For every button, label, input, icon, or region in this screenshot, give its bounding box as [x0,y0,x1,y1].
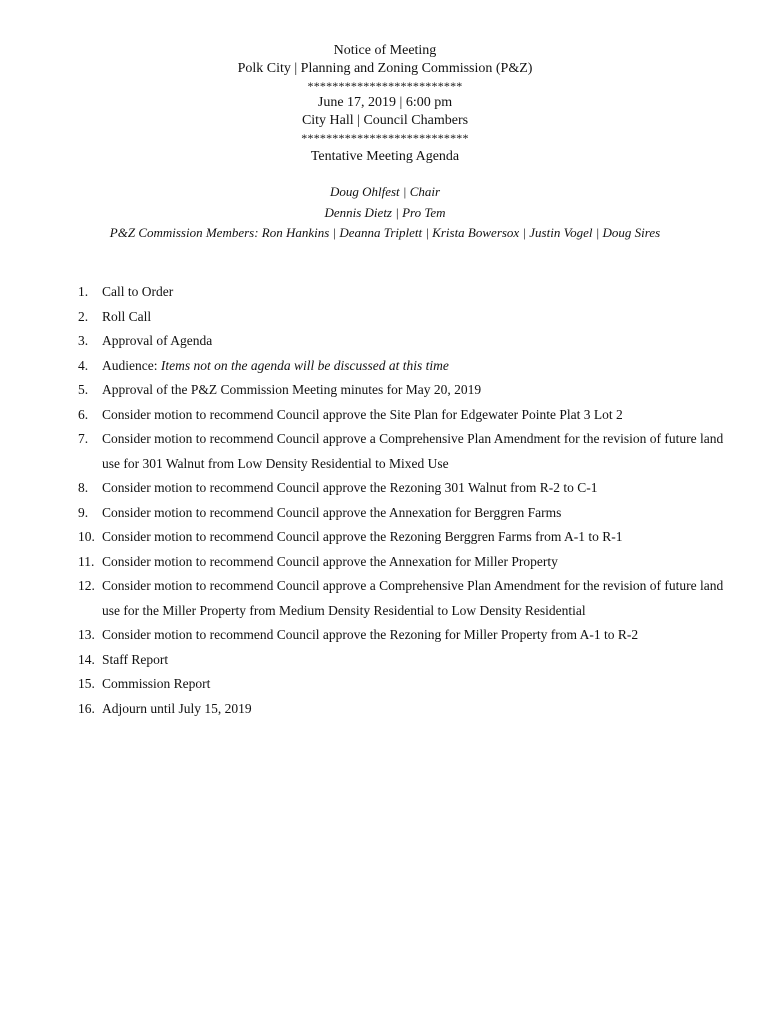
agenda-list [78,280,738,721]
agenda-item-label: Consider motion to recommend Council approve the Annexation for Miller Property [102,553,558,569]
agenda-item-text [102,378,738,403]
agenda-item-label: Call to Order [102,284,174,299]
agenda-item [78,525,738,550]
agenda-item [78,378,738,403]
agenda-item [78,280,738,305]
agenda-item-text [102,623,738,648]
agenda-item [78,672,738,697]
agenda-item-text [102,354,738,379]
agenda-item-text [102,525,738,550]
agenda-item-text [102,403,738,428]
agenda-item [78,329,738,354]
agenda-item-number: 16. [78,700,95,716]
agenda-item-label: Consider motion to recommend Council approve a Comprehensive Plan Amendment for the revision of future land use for 301 Walnut from Low Density Residential to Mixed Use [102,431,724,471]
agenda-item-label: Consider motion to recommend Council approve a Comprehensive Plan Amendment for the revision of future land use for the Miller Property from Medium Density Residential to Low Density Residential [102,578,724,618]
meeting-date-time: June 17, 2019 | 6:00 pm [317,95,453,110]
agenda-item-number: 8. [78,480,89,495]
agenda-item-number: 2. [78,308,89,324]
agenda-item-number: 10. [78,529,95,544]
agenda-item [78,648,738,673]
agenda-item-number: 11. [78,553,95,569]
agenda-item [78,623,738,648]
agenda-title: Tentative Meeting Agenda [310,149,460,164]
agenda-item-label: Approval of Agenda [102,333,213,348]
agenda-item [78,697,738,722]
agenda-item [78,403,738,428]
agenda-item [78,427,738,476]
agenda-item-text [102,697,738,722]
agenda-item-label: Staff Report [102,651,169,667]
agenda-item-label: Consider motion to recommend Council approve the Rezoning for Miller Property from A-1 to R-2 [102,627,639,642]
agenda-item-label: Consider motion to recommend Council approve the Rezoning 301 Walnut from R-2 to C-1 [102,480,598,495]
agenda-item-number: 1. [78,284,89,299]
meeting-location: City Hall | Council Chambers [301,113,469,128]
meeting-header [0,42,770,166]
agenda-item-text [102,672,738,697]
agenda-item-label: Audience: [102,357,161,373]
agenda-item [78,476,738,501]
agenda-item [78,305,738,330]
agenda-item-number: 5. [78,382,89,397]
agenda-item-text [102,329,738,354]
agenda-item-number: 3. [78,333,89,348]
agenda-item [78,574,738,623]
agenda-item [78,354,738,379]
agenda-item-text [102,574,738,623]
agenda-item-number: 13. [78,627,95,642]
commission-name: Polk City | Planning and Zoning Commission (P&Z) [237,61,533,76]
agenda-item [78,501,738,526]
agenda-item-text [102,648,738,673]
agenda-item-label: Consider motion to recommend Council approve the Site Plan for Edgewater Pointe Plat 3 Lot 2 [102,406,623,422]
separator-stars: *************************** [301,131,469,145]
agenda-item-number: 4. [78,357,89,373]
agenda-item-label: Commission Report [102,676,211,691]
agenda-item-number: 9. [78,504,89,520]
separator-stars: ************************* [307,79,463,93]
agenda-item-text [102,427,738,476]
officers-block [0,182,770,244]
agenda-item-text [102,280,738,305]
agenda-item-label: Adjourn until July 15, 2019 [102,700,252,716]
agenda-item-number: 15. [78,676,95,691]
pro-tem-line: Dennis Dietz | Pro Tem [324,204,446,220]
agenda-item-label: Consider motion to recommend Council approve the Annexation for Berggren Farms [102,504,562,520]
agenda-item-text [102,501,738,526]
chair-line: Doug Ohlfest | Chair [329,184,441,199]
agenda-item-number: 7. [78,431,89,446]
agenda-item-note: Items not on the agenda will be discussed at this time [160,357,449,373]
agenda-item-number: 12. [78,578,95,593]
agenda-item-label: Approval of the P&Z Commission Meeting minutes for May 20, 2019 [102,382,482,397]
agenda-item-label: Roll Call [102,308,152,324]
agenda-item-text [102,305,738,330]
agenda-item-number: 14. [78,651,95,667]
agenda-item-text [102,550,738,575]
agenda-item-text [102,476,738,501]
members-line: P&Z Commission Members: Ron Hankins | Deanna Triplett | Krista Bowersox | Justin Vogel | Doug Sires [109,225,661,240]
agenda-item-number: 6. [78,406,89,422]
agenda-item [78,550,738,575]
agenda-item-label: Consider motion to recommend Council approve the Rezoning Berggren Farms from A-1 to R-1 [102,529,623,544]
notice-title: Notice of Meeting [333,43,437,58]
